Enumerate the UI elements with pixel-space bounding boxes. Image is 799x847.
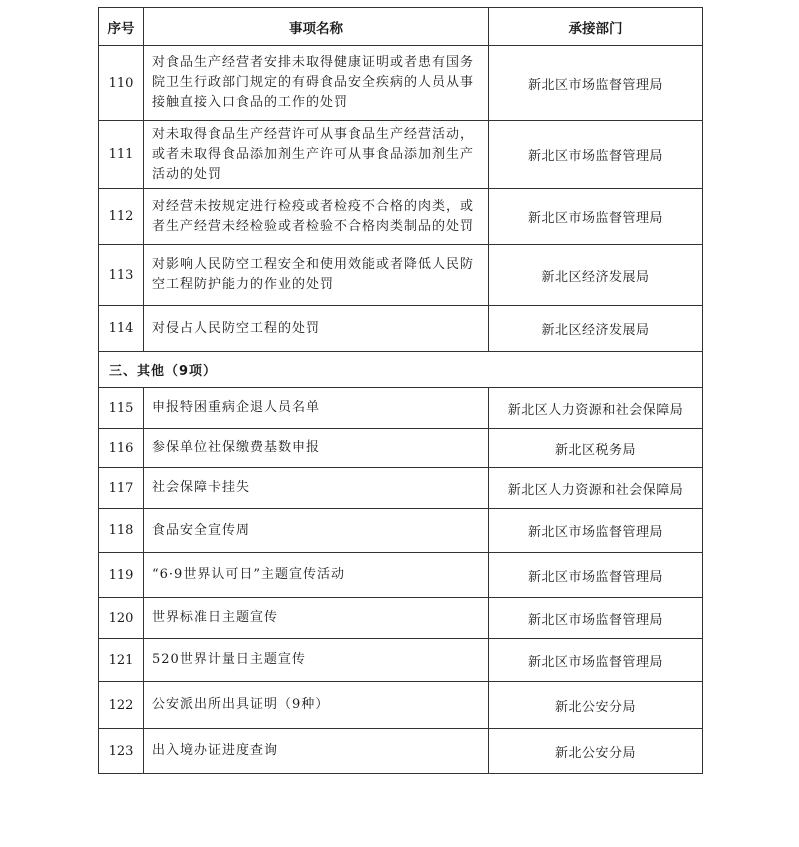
table-row <box>99 682 703 729</box>
serial-number: 116 <box>99 429 144 468</box>
item-name: 对影响人民防空工程安全和使用效能或者降低人民防空工程防护能力的作业的处罚 <box>144 245 489 306</box>
item-name: 对食品生产经营者安排未取得健康证明或者患有国务院卫生行政部门规定的有碍食品安全疾病的人员从事接触直接入口食品的工作的处罚 <box>144 46 489 121</box>
department: 新北区税务局 <box>489 429 703 468</box>
table-row <box>99 189 703 245</box>
item-name: 公安派出所出具证明（9种） <box>144 682 489 729</box>
department: 新北区市场监督管理局 <box>489 189 703 245</box>
item-name: 申报特困重病企退人员名单 <box>144 388 489 429</box>
department: 新北区市场监督管理局 <box>489 509 703 553</box>
serial-number: 121 <box>99 639 144 682</box>
department: 新北区市场监督管理局 <box>489 553 703 598</box>
table-row <box>99 429 703 468</box>
table-row <box>99 388 703 429</box>
department: 新北区市场监督管理局 <box>489 598 703 639</box>
department: 新北区人力资源和社会保障局 <box>489 388 703 429</box>
serial-number: 113 <box>99 245 144 306</box>
section-title: 三、其他（9项） <box>99 352 703 388</box>
department: 新北区人力资源和社会保障局 <box>489 468 703 509</box>
serial-number: 114 <box>99 306 144 352</box>
item-name: 出入境办证进度查询 <box>144 729 489 774</box>
serial-number: 117 <box>99 468 144 509</box>
item-name: 对未取得食品生产经营许可从事食品生产经营活动，或者未取得食品添加剂生产许可从事食品添加剂生产活动的处罚 <box>144 121 489 189</box>
department: 新北区市场监督管理局 <box>489 639 703 682</box>
header-department: 承接部门 <box>489 8 703 46</box>
department: 新北公安分局 <box>489 729 703 774</box>
table-row <box>99 639 703 682</box>
header-item-name: 事项名称 <box>144 8 489 46</box>
serial-number: 112 <box>99 189 144 245</box>
item-name: 对侵占人民防空工程的处罚 <box>144 306 489 352</box>
item-name: 对经营未按规定进行检疫或者检疫不合格的肉类，或者生产经营未经检验或者检验不合格肉类制品的处罚 <box>144 189 489 245</box>
table-row <box>99 509 703 553</box>
department: 新北区经济发展局 <box>489 245 703 306</box>
table-row <box>99 121 703 189</box>
serial-number: 118 <box>99 509 144 553</box>
serial-number: 123 <box>99 729 144 774</box>
item-name: 食品安全宣传周 <box>144 509 489 553</box>
table-row <box>99 468 703 509</box>
department: 新北区市场监督管理局 <box>489 121 703 189</box>
department: 新北区经济发展局 <box>489 306 703 352</box>
serial-number: 120 <box>99 598 144 639</box>
serial-number: 111 <box>99 121 144 189</box>
item-name: 520世界计量日主题宣传 <box>144 639 489 682</box>
table-header-row <box>99 8 703 46</box>
department: 新北公安分局 <box>489 682 703 729</box>
table-row <box>99 306 703 352</box>
section-row <box>99 352 703 388</box>
item-name: “6·9世界认可日”主题宣传活动 <box>144 553 489 598</box>
header-serial-number: 序号 <box>99 8 144 46</box>
table-row <box>99 729 703 774</box>
table-row <box>99 553 703 598</box>
table-row <box>99 598 703 639</box>
table-row <box>99 245 703 306</box>
matters-table <box>98 7 703 774</box>
serial-number: 119 <box>99 553 144 598</box>
item-name: 世界标准日主题宣传 <box>144 598 489 639</box>
department: 新北区市场监督管理局 <box>489 46 703 121</box>
item-name: 社会保障卡挂失 <box>144 468 489 509</box>
item-name: 参保单位社保缴费基数申报 <box>144 429 489 468</box>
serial-number: 122 <box>99 682 144 729</box>
table-row <box>99 46 703 121</box>
serial-number: 115 <box>99 388 144 429</box>
serial-number: 110 <box>99 46 144 121</box>
